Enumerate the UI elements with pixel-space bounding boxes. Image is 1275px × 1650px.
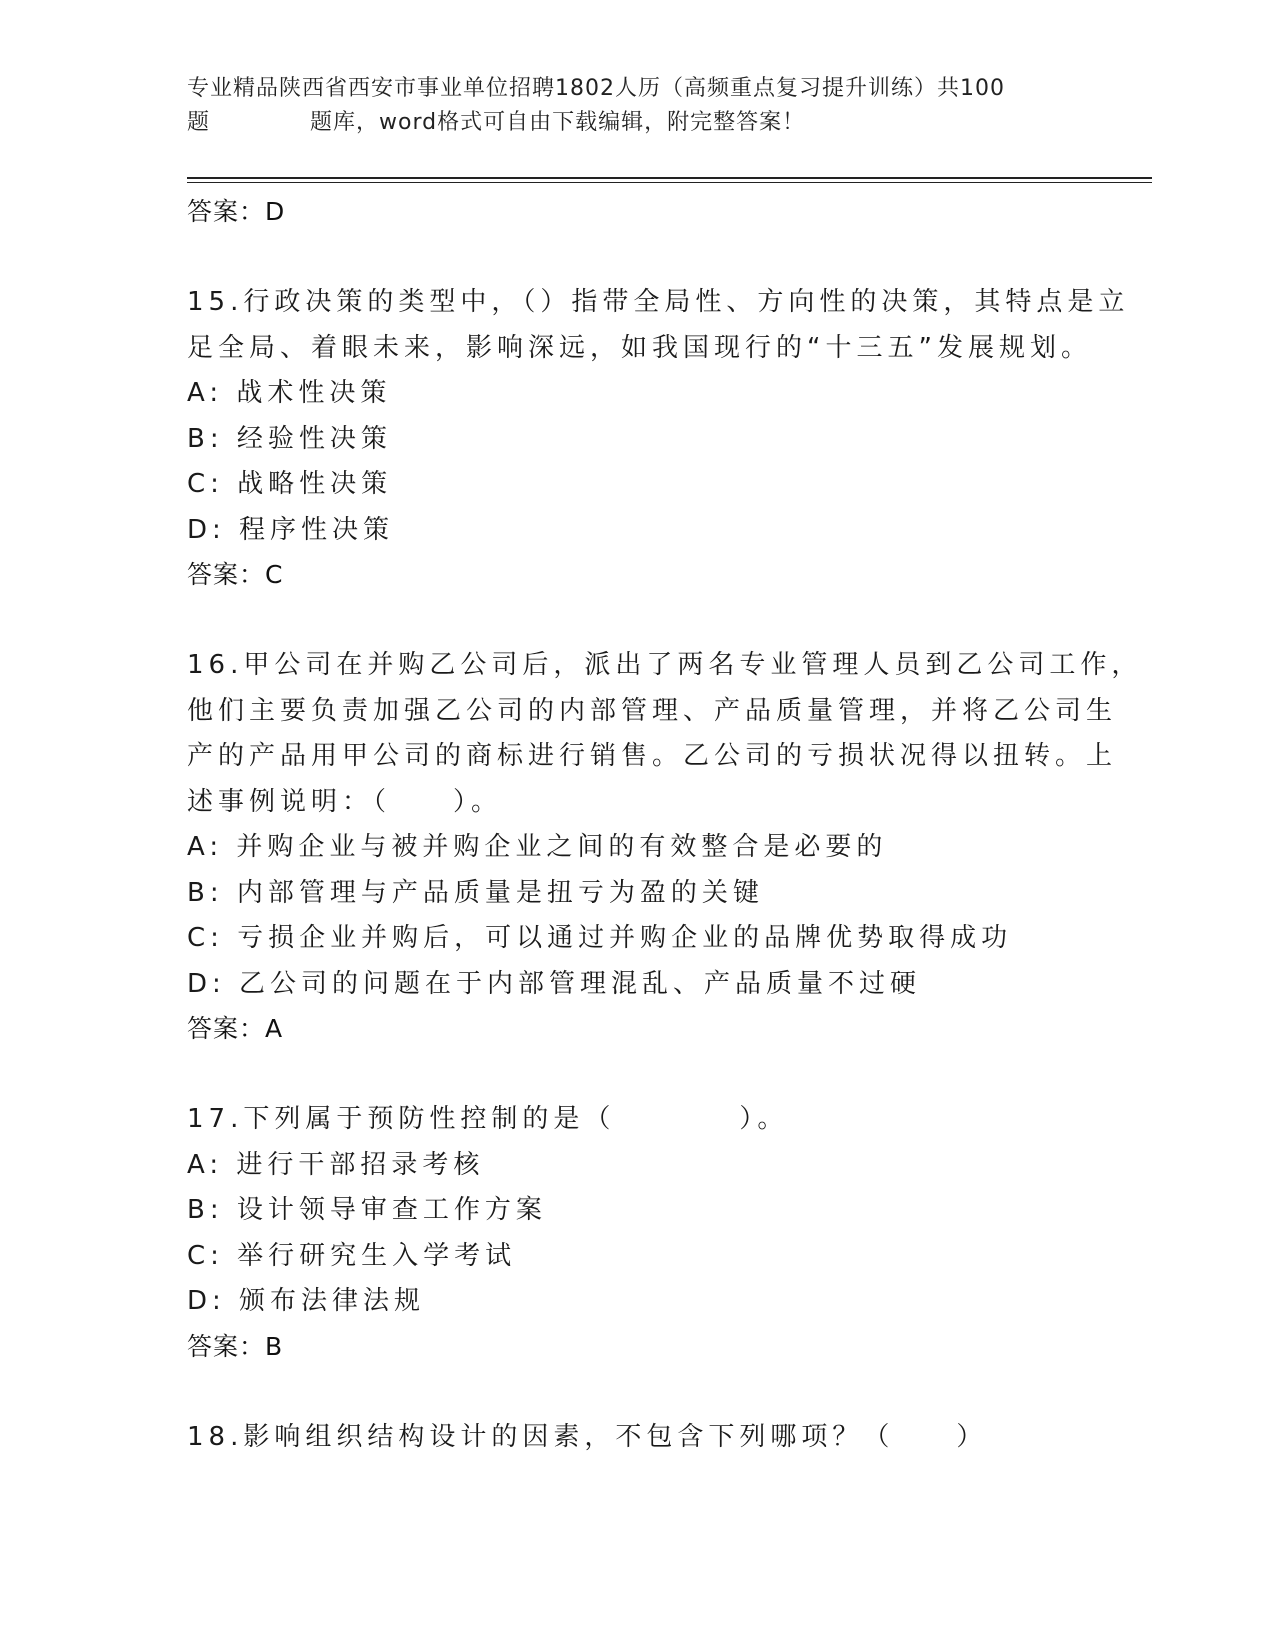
header-divider-thick xyxy=(187,177,1152,179)
question-text-line: 他们主要负责加强乙公司的内部管理、产品质量管理，并将乙公司生 xyxy=(187,695,1118,726)
option-c: C: 战略性决策 xyxy=(187,469,393,499)
header-divider-thin xyxy=(187,182,1152,183)
block-gap xyxy=(187,234,1087,280)
question-text-line: 16.甲公司在并购乙公司后，派出了两名专业管理人员到乙公司工作， xyxy=(187,650,1143,680)
answer-line: 答案：A xyxy=(187,1014,284,1043)
block-gap xyxy=(187,1051,1087,1097)
question-block-15 xyxy=(187,280,1130,597)
header-line-1: 专业精品陕西省西安市事业单位招聘1802人历（高频重点复习提升训练）共100 xyxy=(187,76,1005,101)
question-block-18 xyxy=(187,1415,1087,1461)
header-line-2 xyxy=(187,106,1067,140)
question-text-line: 述事例说明：（ ）。 xyxy=(187,786,503,817)
header-line-2-left: 题 xyxy=(187,110,211,135)
block-gap xyxy=(187,1369,1087,1415)
option-b: B: 内部管理与产品质量是扭亏为盈的关键 xyxy=(187,877,764,908)
option-a: A: 并购企业与被并购企业之间的有效整合是必要的 xyxy=(187,832,888,862)
option-b: B: 设计领导审查工作方案 xyxy=(187,1195,547,1225)
answer-line: 答案：B xyxy=(187,1331,284,1361)
header-spacer xyxy=(210,106,310,140)
question-text-line: 足全局、着眼未来，影响深远，如我国现行的“十三五”发展规划。 xyxy=(187,332,1092,363)
option-c: C: 亏损企业并购后，可以通过并购企业的品牌优势取得成功 xyxy=(187,923,1013,953)
option-d: D: 乙公司的问题在于内部管理混乱、产品质量不过硬 xyxy=(187,968,922,999)
option-d: D: 程序性决策 xyxy=(187,514,395,545)
question-text-line: 17.下列属于预防性控制的是（ ）。 xyxy=(187,1104,789,1134)
option-c: C: 举行研究生入学考试 xyxy=(187,1240,517,1271)
block-gap xyxy=(187,597,1087,643)
page-header xyxy=(187,72,1067,140)
question-list xyxy=(187,190,1143,1460)
answer-line: 答案：C xyxy=(187,560,284,589)
question-block-17 xyxy=(187,1097,1087,1369)
question-text-line: 15.行政决策的类型中，（）指带全局性、方向性的决策，其特点是立 xyxy=(187,287,1130,317)
answer-line: 答案：D xyxy=(187,197,286,226)
question-text-line: 18.影响组织结构设计的因素，不包含下列哪项？（ ） xyxy=(187,1421,988,1452)
question-block-16 xyxy=(187,643,1143,1051)
option-a: A: 战术性决策 xyxy=(187,378,392,408)
question-text-line: 产的产品用甲公司的商标进行销售。乙公司的亏损状况得以扭转。上 xyxy=(187,741,1118,771)
option-b: B: 经验性决策 xyxy=(187,423,392,454)
option-a: A: 进行干部招录考核 xyxy=(187,1149,485,1180)
option-d: D: 颁布法律法规 xyxy=(187,1286,426,1316)
header-line-2-right: 题库，word格式可自由下载编辑，附完整答案！ xyxy=(310,110,806,135)
